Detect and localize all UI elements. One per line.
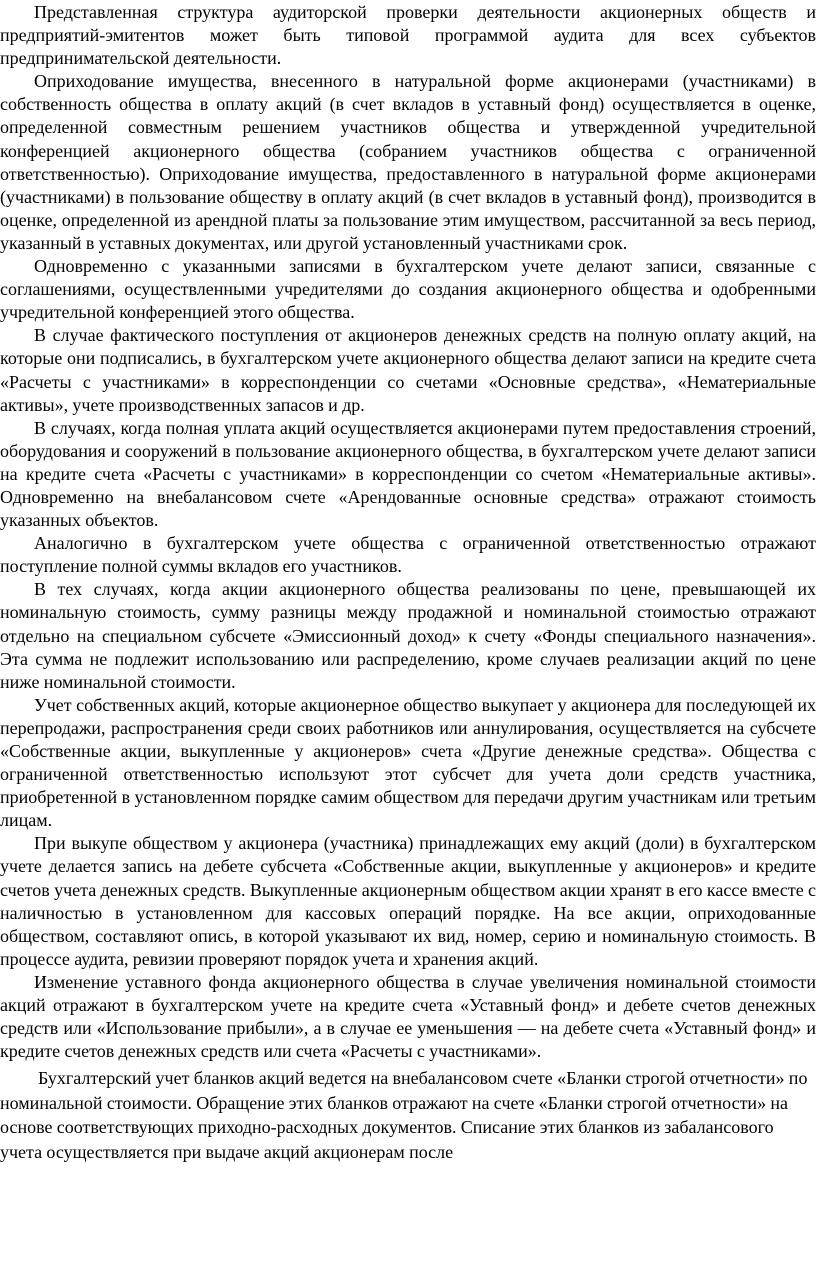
paragraph-8: Учет собственных акций, которые акционерное общество выкупает у акционера для последующей их перепродажи, распространения среди своих работников или аннулирования, осуществляется на субсчете «Собственные акции, выкупленные у акционеров» счета «Другие денежные средства». Общества с ограниченной ответственностью используют этот субсчет для учета доли средств участника, приобретенной в установленном порядке самим обществом для передачи другим участникам или третьим лицам. [0,694,816,831]
paragraph-1: Представленная структура аудиторской проверки деятельности акционерных обществ и предприятий-эмитентов может быть типовой программой аудита для всех субъектов предпринимательской деятельности. [0,2,816,69]
paragraph-6: Аналогично в бухгалтерском учете общества с ограниченной ответственностью отражают поступление полной суммы вкладов его участников. [0,533,816,577]
paragraph-11: Бухгалтерский учет бланков акций ведется на внебалансовом счете «Бланки строгой отчетности» по номинальной стоимости. Обращение этих бланков отражают на счете «Бланки строгой отчетности» на основе соответствующих приходно-расходных документов. Списание этих бланков из забалансового учета осуществляется при выдаче акций акционерам после [0,1068,808,1162]
paragraph-7: В тех случаях, когда акции акционерного общества реализованы по цене, превышающей их номинальную стоимость, сумму разницы между продажной и номинальной стоимостью отражают отдельно на специальном субсчете «Эмиссионный доход» к счету «Фонды специального назначения». Эта сумма не подлежит использованию или распределению, кроме случаев реализации акций по цене ниже номинальной стоимости. [0,579,816,692]
paragraph-10: Изменение уставного фонда акционерного общества в случае увеличения номинальной стоимости акций отражают в бухгалтерском учете на кредите счета «Уставный фонд» и дебете счетов денежных средств или «Использование прибыли», а в случае ее уменьшения — на дебете счета «Уставный фонд» и кредите счетов денежных средств или счета «Расчеты с участниками». [0,971,816,1062]
paragraph-3: Одновременно с указанными записями в бухгалтерском учете делают записи, связанные с соглашениями, осуществленными учредителями до создания акционерного общества и одобренными учредительной конференцией этого общества. [0,256,816,323]
paragraph-4: В случае фактического поступления от акционеров денежных средств на полную оплату акций, на которые они подписались, в бухгалтерском учете акционерного общества делают записи на кредите счета «Расчеты с участниками» в корреспонденции со счетами «Основные средства», «Нематериальные активы», учете производственных запасов и др. [0,325,816,415]
paragraph-2: Оприходование имущества, внесенного в натуральной форме акционерами (участниками) в собственность общества в оплату акций (в счет вкладов в уставный фонд) осуществляется в оценке, определенной совместным решением участников общества и утвержденной учредительной конференцией акционерного общества (собранием участников общества с ограниченной ответственностью). Оприходование имущества, предоставленного в натуральной форме акционерами (участниками) в пользование обществу в оплату акций (в счет вкладов в уставный фонд), производится в оценке, определенной из арендной платы за пользование этим имуществом, рассчитанной за весь период, указанный в уставных документах, или другой установленный участниками срок. [0,71,816,253]
paragraph-5: В случаях, когда полная уплата акций осуществляется акционерами путем предоставления строений, оборудования и сооружений в пользование акционерного общества, в бухгалтерском учете делают записи на кредите счета «Расчеты с участниками» в корреспонденции со счетом «Нематериальные активы». Одновременно на внебалансовом счете «Арендованные основные средства» отражают стоимость указанных объектов. [0,417,816,531]
paragraph-9: При выкупе обществом у акционера (участника) принадлежащих ему акций (доли) в бухгалтерском учете делается запись на дебете субсчета «Собственные акции, выкупленные у акционеров» и кредите счетов учета денежных средств. Выкупленные акционерным обществом акции хранят в его кассе вместе с наличностью в установленном для кассовых операций порядке. На все акции, оприходованные обществом, составляют опись, в которой указывают их вид, номер, серию и номинальную стоимость. В процессе аудита, ревизии проверяют порядок учета и хранения акций. [0,833,816,969]
